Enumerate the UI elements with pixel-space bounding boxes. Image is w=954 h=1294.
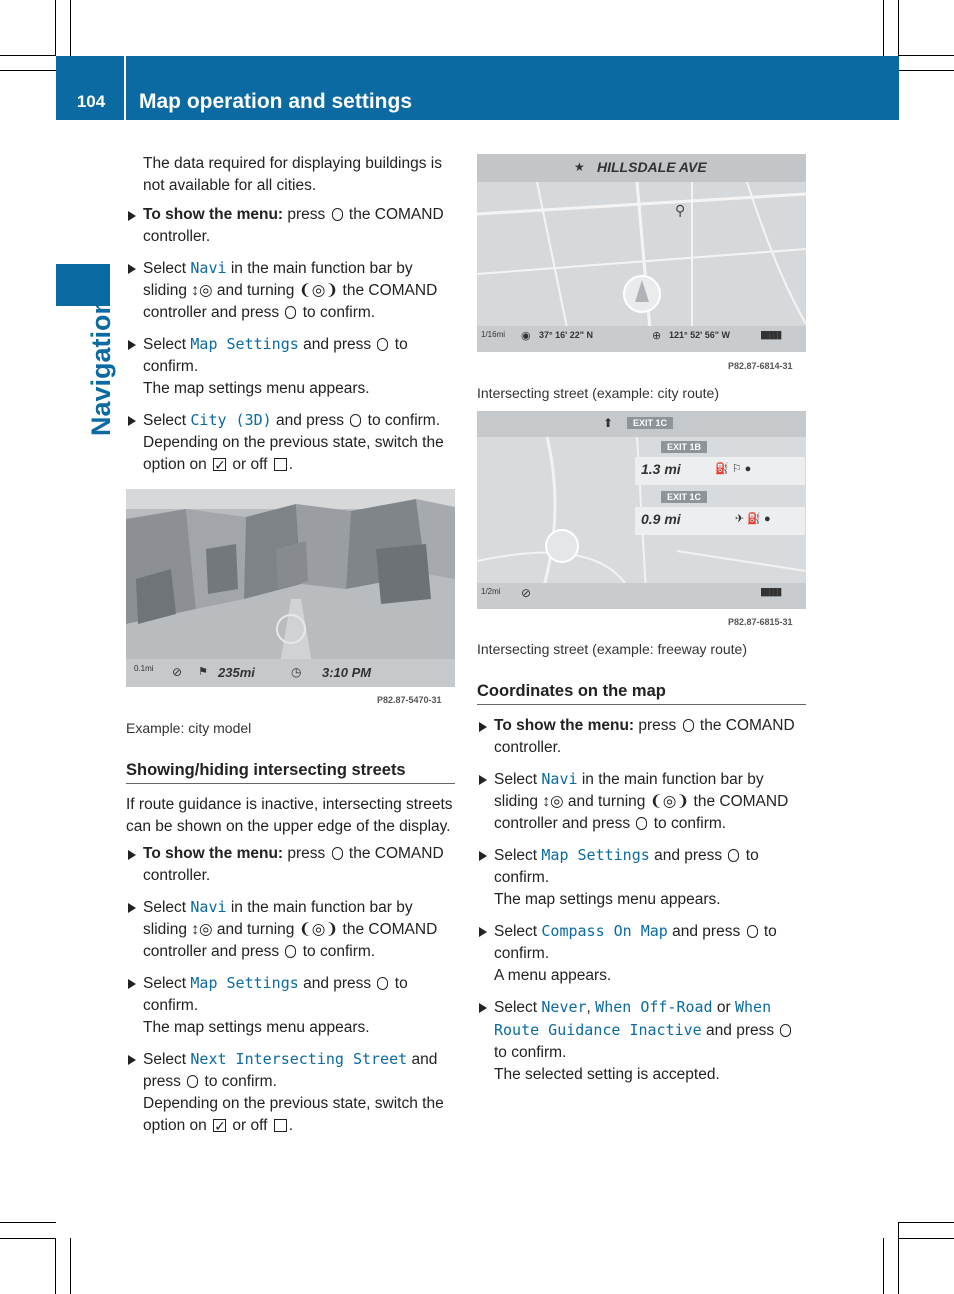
exit-distance: 0.9 mi	[641, 511, 681, 527]
route-icon: ⬆	[603, 416, 614, 430]
step-text: to confirm.	[143, 975, 408, 1014]
street-name: HILLSDALE AVE	[597, 159, 707, 175]
crop-mark	[0, 1238, 56, 1239]
press-icon	[285, 306, 296, 319]
slide-icon: ↕◎	[191, 282, 213, 299]
step-text: Select	[143, 899, 191, 916]
menu-term: City (3D)	[190, 411, 272, 429]
image-reference: P82.87-5470-31	[377, 695, 442, 705]
turn-icon: ❨◎❩	[298, 921, 339, 938]
step-text: in the main function bar by sliding	[143, 899, 413, 938]
page-number: 104	[76, 92, 106, 111]
city-model-image	[126, 489, 455, 687]
step-text: and press	[143, 1051, 438, 1090]
step-text: in the main function bar by sliding	[143, 260, 413, 299]
image-reference: P82.87-6815-31	[728, 617, 793, 627]
step-text: and turning	[212, 921, 299, 938]
section-paragraph: If route guidance is inactive, intersecting streets can be shown on the upper edge of the display.	[126, 796, 453, 835]
arrow-icon	[128, 211, 136, 221]
city-model-illustration	[126, 489, 455, 687]
header-divider	[124, 56, 126, 120]
slide-icon: ↕◎	[191, 921, 213, 938]
step-text: in the main function bar by sliding	[494, 771, 764, 810]
section-heading: Showing/hiding intersecting streets	[126, 759, 455, 784]
menu-term: Compass On Map	[541, 922, 668, 940]
step	[126, 1048, 455, 1137]
checkbox-empty-icon	[274, 1119, 287, 1132]
step-text: to confirm.	[494, 847, 759, 886]
press-icon	[377, 338, 388, 351]
step-result: A menu appears.	[494, 967, 612, 984]
step-result: The map settings menu appears.	[143, 1019, 370, 1036]
step	[477, 715, 806, 759]
press-icon	[332, 208, 343, 221]
crop-mark	[70, 1238, 71, 1294]
services-icon: ✈ ⛽ ●	[735, 513, 771, 525]
crop-mark	[0, 1222, 56, 1223]
press-icon	[636, 817, 647, 830]
step	[477, 768, 806, 835]
exit-badge: EXIT 1B	[661, 441, 707, 453]
step-text: Select	[494, 999, 542, 1016]
step-text: Select	[143, 975, 191, 992]
crop-mark	[70, 0, 71, 56]
step-text: and press	[667, 923, 745, 940]
step-text: press	[634, 717, 681, 734]
checkbox-checked-icon	[213, 1119, 226, 1132]
crop-mark	[898, 1238, 954, 1239]
arrow-icon	[479, 851, 487, 861]
step-text: to confirm.	[494, 1044, 567, 1061]
menu-term: When Off-Road	[595, 998, 713, 1016]
menu-term: Map Settings	[190, 974, 299, 992]
step	[126, 409, 458, 476]
step-result: The map settings menu appears.	[494, 891, 721, 908]
menu-term: Map Settings	[190, 335, 299, 353]
step-text: Select	[143, 260, 191, 277]
gps-icon: ◉	[521, 330, 531, 342]
arrow-icon	[479, 1003, 487, 1013]
scale-label: 0.1mi	[134, 664, 154, 673]
press-icon	[187, 1075, 198, 1088]
image-caption: Intersecting street (example: freeway route)	[477, 641, 748, 657]
left-column-lower	[126, 759, 455, 1146]
step	[477, 844, 806, 911]
step-bold: To show the menu:	[143, 845, 284, 862]
step-text: Select	[143, 1051, 191, 1068]
step-text: Select	[494, 847, 542, 864]
city-route-map-illustration	[477, 154, 806, 352]
step-text: and press	[271, 412, 349, 429]
longitude-label: 121° 52' 56" W	[669, 330, 731, 340]
crop-mark	[0, 55, 56, 56]
scale-label: 1/2mi	[481, 587, 501, 596]
left-column	[126, 153, 458, 485]
location-icon: ⚲	[675, 202, 686, 218]
crop-mark	[898, 1222, 954, 1223]
step-text: to confirm.	[298, 304, 376, 321]
latitude-label: 37° 16' 22" N	[539, 330, 594, 340]
menu-term: Never	[541, 998, 587, 1016]
arrow-icon	[128, 850, 136, 860]
step-bold: To show the menu:	[494, 717, 635, 734]
step-text: Select	[143, 336, 191, 353]
services-icon: ⛽ ⚐ ●	[715, 463, 752, 475]
step-result: The selected setting is accepted.	[494, 1066, 720, 1083]
step-text: Select	[494, 923, 542, 940]
press-icon	[780, 1024, 791, 1037]
step-text: press	[283, 845, 330, 862]
arrow-icon	[128, 979, 136, 989]
side-tab-label: Navigation	[86, 297, 116, 436]
step-text: and turning	[563, 793, 650, 810]
step-text: and press	[701, 1022, 779, 1039]
step-text: and turning	[212, 282, 299, 299]
step	[126, 843, 455, 887]
press-icon	[728, 849, 739, 862]
step-text: or off	[228, 456, 272, 473]
step-text: to confirm.	[298, 943, 376, 960]
distance-label: 235mi	[218, 665, 255, 680]
step-text: the COMAND controller.	[494, 717, 795, 756]
crop-mark	[0, 70, 56, 71]
freeway-route-map-illustration	[477, 411, 806, 609]
step-text: ,	[586, 999, 596, 1016]
menu-term: Map Settings	[541, 846, 650, 864]
checkbox-checked-icon	[213, 458, 226, 471]
intro-text: The data required for displaying buildings is not available for all cities.	[143, 155, 442, 194]
crop-mark	[55, 1238, 56, 1294]
step	[126, 972, 455, 1039]
arrow-icon	[479, 927, 487, 937]
image-caption: Example: city model	[126, 720, 252, 736]
image-reference: P82.87-6814-31	[728, 361, 793, 371]
step-text: the COMAND controller and press	[494, 793, 789, 832]
page-title: Map operation and settings	[139, 90, 413, 113]
arrow-icon	[128, 416, 136, 426]
street-icon: ★	[574, 160, 585, 174]
step-text: or	[712, 999, 735, 1016]
image-caption: Intersecting street (example: city route)	[477, 385, 719, 401]
arrow-icon	[128, 264, 136, 274]
step-text: .	[288, 1117, 294, 1134]
step-text: and press	[298, 975, 376, 992]
compass-icon: ⊘	[521, 586, 532, 600]
arrow-icon	[128, 1055, 136, 1065]
press-icon	[285, 945, 296, 958]
step-text: to confirm.	[649, 815, 727, 832]
press-icon	[683, 719, 694, 732]
exit-badge: EXIT 1C	[661, 491, 707, 503]
crop-mark	[898, 55, 954, 56]
step-text: Depending on the previous state, switch the option on	[143, 434, 444, 473]
exit-badge: EXIT 1C	[627, 417, 673, 429]
arrow-icon	[479, 775, 487, 785]
crop-mark	[898, 1222, 899, 1294]
step	[477, 996, 806, 1086]
step-text: the COMAND controller.	[143, 845, 444, 884]
step	[126, 333, 458, 400]
step-text: to confirm.	[363, 412, 441, 429]
time-label: 3:10 PM	[322, 665, 372, 680]
press-icon	[332, 847, 343, 860]
step-text: the COMAND controller.	[143, 206, 444, 245]
step	[477, 920, 806, 987]
arrow-icon	[128, 903, 136, 913]
crop-mark	[898, 70, 954, 71]
checkbox-empty-icon	[274, 458, 287, 471]
signal-icon: ▮▮▮▮▮	[760, 586, 781, 598]
menu-term: Navi	[190, 898, 227, 916]
menu-term: When Route Guidance Inactive	[494, 998, 772, 1039]
exit-distance: 1.3 mi	[641, 461, 681, 477]
step-text: Select	[143, 412, 191, 429]
menu-term: Navi	[541, 770, 578, 788]
step	[126, 257, 458, 324]
turn-icon: ❨◎❩	[649, 793, 690, 810]
arrow-icon	[128, 340, 136, 350]
step	[126, 896, 455, 963]
city-route-map-image	[477, 154, 806, 352]
step-text: press	[283, 206, 330, 223]
step-text: or off	[228, 1117, 272, 1134]
press-icon	[377, 977, 388, 990]
crop-mark	[898, 0, 899, 56]
step-text: to confirm.	[200, 1073, 277, 1090]
arrow-icon	[479, 722, 487, 732]
step-text: to confirm.	[494, 923, 777, 962]
freeway-route-map-image	[477, 411, 806, 609]
menu-term: Next Intersecting Street	[190, 1050, 408, 1068]
flag-icon: ⚑	[198, 666, 208, 678]
signal-icon: ▮▮▮▮▮	[760, 329, 781, 341]
turn-icon: ❨◎❩	[298, 282, 339, 299]
right-column-lower	[477, 680, 806, 1095]
step-text: the COMAND controller and press	[143, 921, 438, 960]
step-text: Depending on the previous state, switch the option on	[143, 1095, 444, 1134]
step-result: The map settings menu appears.	[143, 380, 370, 397]
step-text: to confirm.	[143, 336, 408, 375]
step	[126, 204, 458, 248]
press-icon	[747, 925, 758, 938]
press-icon	[350, 414, 361, 427]
compass-icon: ⊘	[172, 665, 183, 679]
step-text: and press	[649, 847, 727, 864]
step-text: .	[288, 456, 294, 473]
scale-label: 1/16mi	[481, 330, 506, 339]
crop-mark	[883, 0, 884, 56]
step-text: and press	[298, 336, 376, 353]
clock-icon: ◷	[291, 665, 302, 679]
step-bold: To show the menu:	[143, 206, 284, 223]
step-text: Select	[494, 771, 542, 788]
section-heading: Coordinates on the map	[477, 680, 806, 705]
slide-icon: ↕◎	[542, 793, 564, 810]
globe-icon: ⊕	[652, 330, 662, 342]
crop-mark	[55, 0, 56, 56]
menu-term: Navi	[190, 259, 227, 277]
step-text: the COMAND controller and press	[143, 282, 438, 321]
crop-mark	[883, 1238, 884, 1294]
